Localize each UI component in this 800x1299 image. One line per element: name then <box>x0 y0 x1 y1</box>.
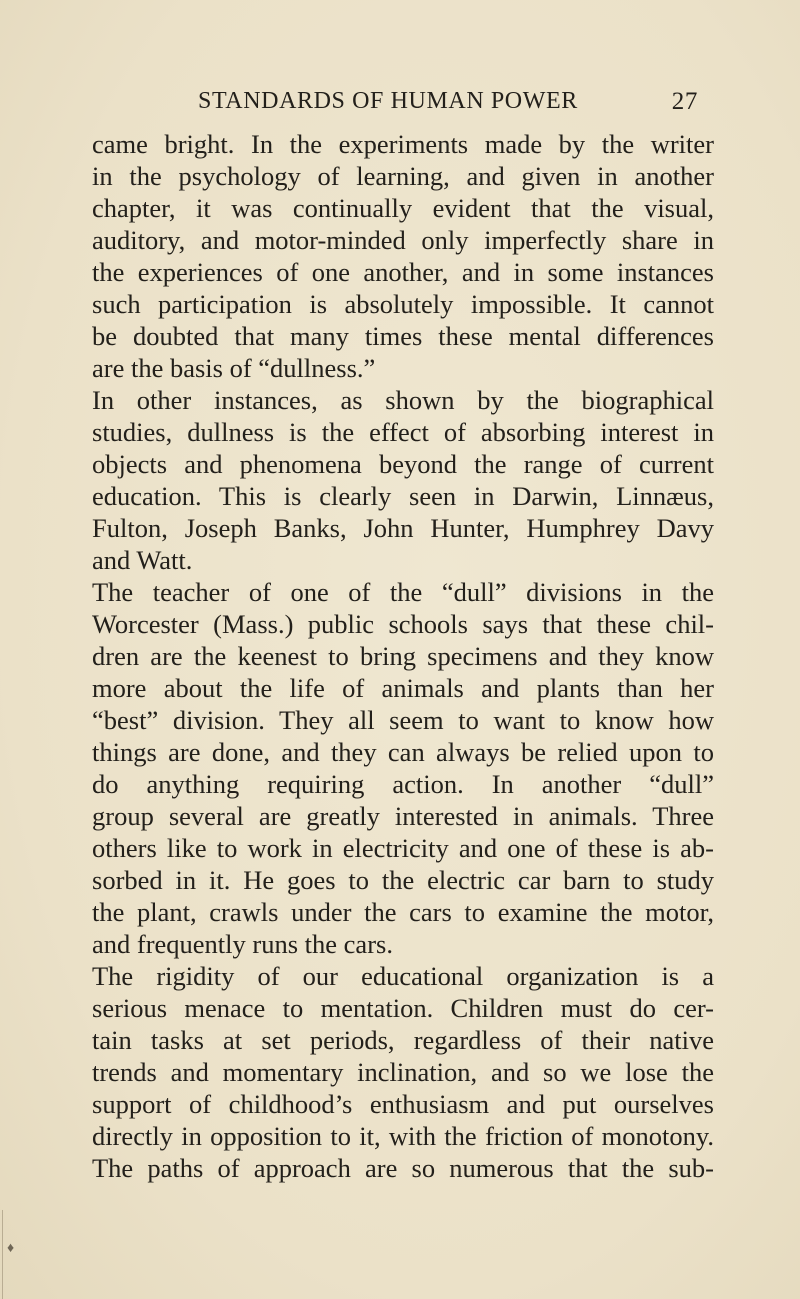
body-text <box>92 128 714 1184</box>
text-line: auditory, and motor-minded only imperfectly share in <box>92 225 714 255</box>
margin-mark-icon: ♦ <box>7 1241 15 1256</box>
text-line: The paths of approach are so numerous that the sub- <box>92 1153 714 1183</box>
text-line: directly in opposition to it, with the friction of monotony. <box>92 1121 714 1151</box>
page-header <box>198 88 698 120</box>
text-line: “best” division. They all seem to want to know how <box>92 705 714 735</box>
text-line: dren are the keenest to bring specimens and they know <box>92 641 714 671</box>
text-line: are the basis of “dullness.” <box>92 353 376 383</box>
text-line: serious menace to mentation. Children must do cer- <box>92 993 714 1023</box>
text-line: the plant, crawls under the cars to examine the motor, <box>92 897 714 927</box>
text-line: studies, dullness is the effect of absorbing interest in <box>92 417 714 447</box>
text-line: Fulton, Joseph Banks, John Hunter, Humphrey Davy <box>92 513 714 543</box>
running-head: STANDARDS OF HUMAN POWER <box>198 88 578 114</box>
text-line: education. This is clearly seen in Darwin, Linnæus, <box>92 481 714 511</box>
text-line: the experiences of one another, and in some instances <box>92 257 714 287</box>
text-line: and frequently runs the cars. <box>92 929 393 959</box>
text-line: In other instances, as shown by the biographical <box>92 385 714 415</box>
text-line: came bright. In the experiments made by the writer <box>92 129 714 159</box>
text-line: objects and phenomena beyond the range of current <box>92 449 714 479</box>
text-line: trends and momentary inclination, and so we lose the <box>92 1057 714 1087</box>
text-line: do anything requiring action. In another “dull” <box>92 769 714 799</box>
text-line: more about the life of animals and plants than her <box>92 673 714 703</box>
text-line: The teacher of one of the “dull” divisions in the <box>92 577 714 607</box>
text-line: be doubted that many times these mental differences <box>92 321 714 351</box>
text-line: and Watt. <box>92 545 193 575</box>
text-line: sorbed in it. He goes to the electric car barn to study <box>92 865 714 895</box>
text-line: such participation is absolutely impossible. It cannot <box>92 289 714 319</box>
text-line: chapter, it was continually evident that the visual, <box>92 193 714 223</box>
page-number: 27 <box>671 88 698 115</box>
text-line: things are done, and they can always be relied upon to <box>92 737 714 767</box>
text-line: others like to work in electricity and one of these is ab- <box>92 833 714 863</box>
text-line: group several are greatly interested in animals. Three <box>92 801 714 831</box>
text-line: support of childhood’s enthusiasm and put ourselves <box>92 1089 714 1119</box>
text-line: Worcester (Mass.) public schools says that these chil- <box>92 609 714 639</box>
text-line: The rigidity of our educational organization is a <box>92 961 714 991</box>
page-edge-line <box>2 1210 3 1299</box>
text-line: in the psychology of learning, and given in another <box>92 161 714 191</box>
text-line: tain tasks at set periods, regardless of their native <box>92 1025 714 1055</box>
